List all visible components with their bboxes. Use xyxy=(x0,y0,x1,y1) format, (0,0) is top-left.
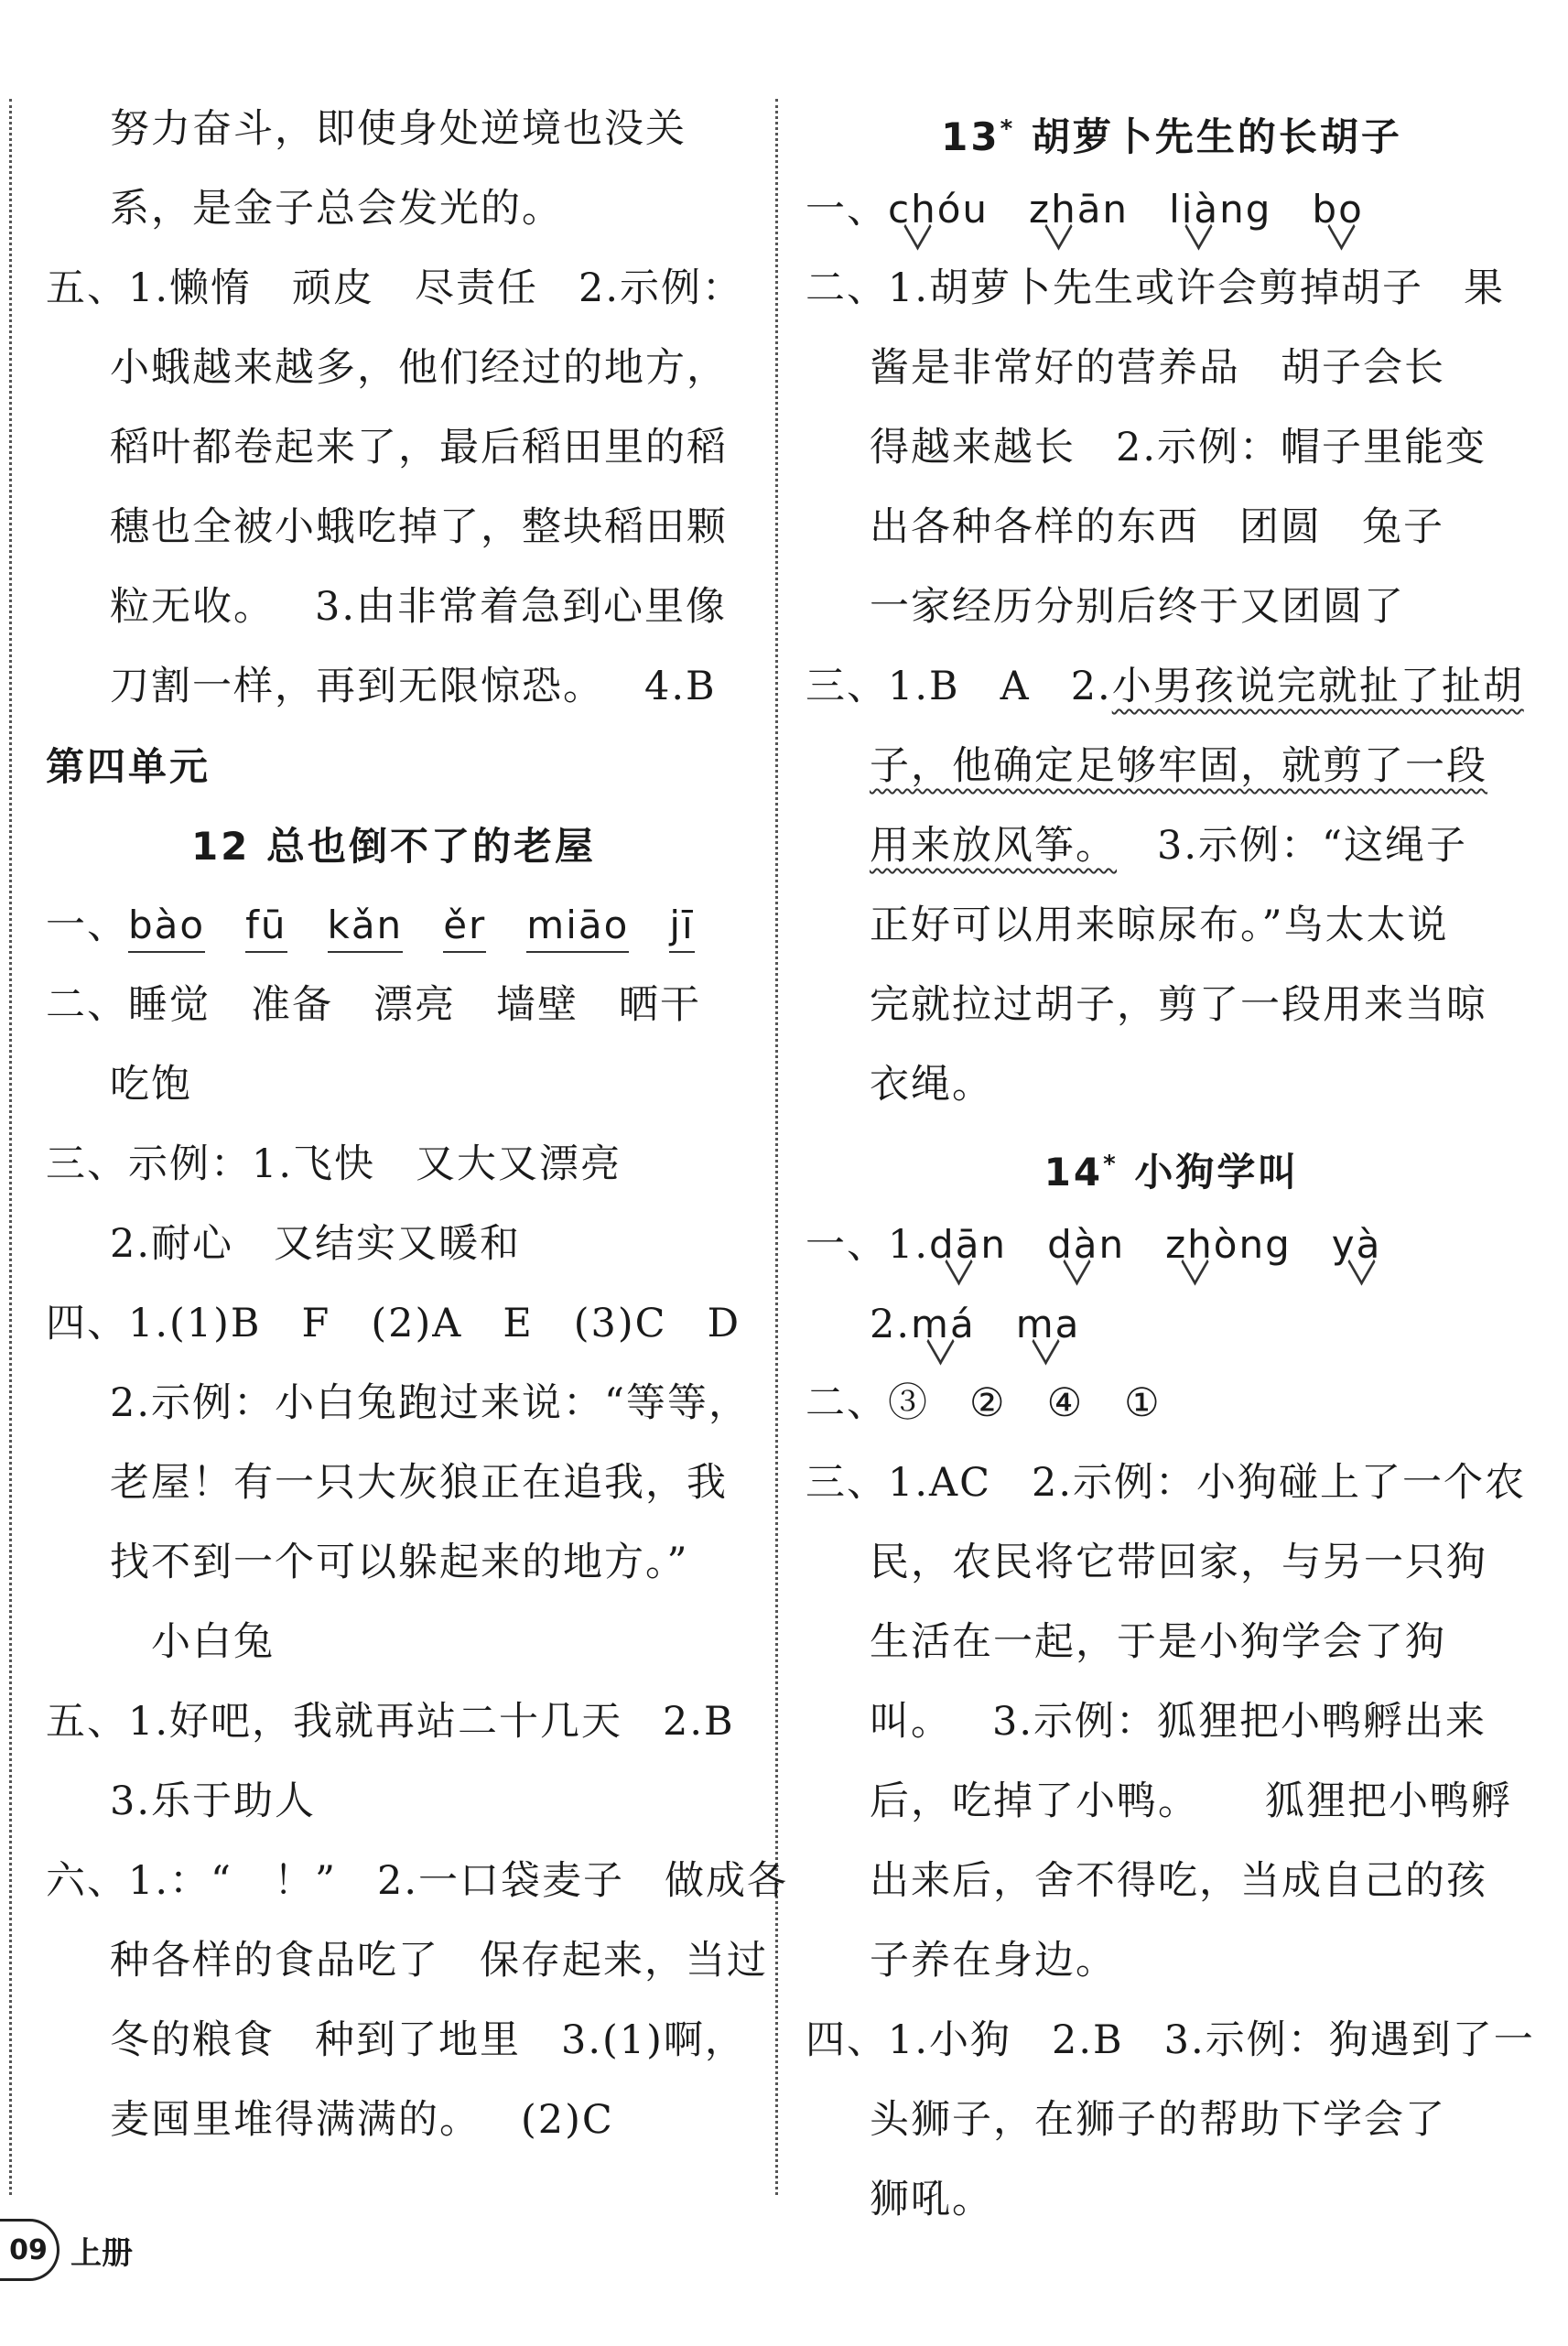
pinyin-answer: dàn xyxy=(1047,1205,1125,1284)
lesson-12-title: 12 总也倒不了的老屋 xyxy=(190,824,597,869)
pinyin-answer: ma xyxy=(1016,1284,1081,1364)
page-number: 09 xyxy=(9,2233,48,2266)
section-marker: 一、1. xyxy=(806,1222,930,1268)
answer-line xyxy=(46,1205,741,1284)
lesson-title-text: 小狗学叫 xyxy=(1134,1150,1300,1195)
answer-text: 3.示例：狐狸把小鸭孵出来 xyxy=(992,1699,1487,1745)
answer-text: 种到了地里 xyxy=(315,2017,521,2063)
answer-text: 又大又漂亮 xyxy=(416,1141,622,1187)
pinyin-answer: yà xyxy=(1332,1205,1382,1284)
section-2-line xyxy=(806,249,1538,329)
answer-text: 晒干 xyxy=(619,982,701,1028)
answer-line: 稻叶都卷起来了，最后稻田里的稻 xyxy=(110,425,728,470)
answer-line: 子养在身边。 xyxy=(870,1938,1117,1984)
lesson-number: 13 xyxy=(941,114,1000,159)
answer-text: 出各种各样的东西 xyxy=(870,504,1199,550)
answer-line: 吃饱 xyxy=(110,1062,192,1108)
answer-text: 刀割一样，再到无限惊恐。 xyxy=(110,664,604,709)
right-column xyxy=(806,90,1538,2240)
answer-text: 保存起来，当过 xyxy=(480,1938,768,1984)
answer-line xyxy=(46,2001,746,2081)
lesson-14-title xyxy=(806,1125,1538,1205)
answer-line: 头狮子，在狮子的帮助下学会了 xyxy=(870,2097,1446,2143)
answer-line xyxy=(806,488,1538,568)
answer-line xyxy=(806,408,1538,488)
answer-text: 四、1.(1)B xyxy=(46,1301,262,1346)
answer-text: 兔子 xyxy=(1362,504,1444,550)
pinyin-line xyxy=(806,1205,1538,1284)
answer-text: 四、1.小狗 xyxy=(806,2017,1012,2063)
answer-line xyxy=(806,727,1538,806)
answer-text: 2.B xyxy=(663,1699,735,1745)
answer-text: 三、示例：1.飞快 xyxy=(46,1141,376,1187)
answer-line xyxy=(46,647,741,727)
answer-text: 得越来越长 xyxy=(870,425,1076,470)
answer-line: 正好可以用来晾尿布。”鸟太太说 xyxy=(870,903,1449,948)
page-edge-dotted-line xyxy=(9,99,12,2195)
answer-text: (2)C xyxy=(521,2097,614,2143)
pinyin-answer: bào xyxy=(128,900,205,953)
answer-line: 完就拉过胡子，剪了一段用来当晾 xyxy=(870,982,1487,1028)
answer-text: 2.示例：帽子里能变 xyxy=(1116,425,1487,470)
unit-title: 第四单元 xyxy=(46,744,211,789)
answer-line: 民，农民将它带回家，与另一只狗 xyxy=(870,1540,1487,1585)
answer-text: ④ xyxy=(1046,1380,1085,1426)
answer-text: 种各样的食品吃了 xyxy=(110,1938,439,1984)
answer-line: 小白兔 xyxy=(151,1619,275,1665)
optional-lesson-star: * xyxy=(1000,115,1016,143)
answer-line: 生活在一起，于是小狗学会了狗 xyxy=(870,1619,1446,1665)
pinyin-answer: jī xyxy=(669,900,694,953)
answer-text: 墙壁 xyxy=(496,982,579,1028)
section-marker: 一、 xyxy=(46,903,128,948)
answer-text: 尽责任 xyxy=(415,265,539,311)
answer-text: 五、1.懒惰 xyxy=(46,265,253,311)
section-marker: 2. xyxy=(870,1302,912,1347)
answer-line: 3.乐于助人 xyxy=(110,1778,317,1824)
answer-text: 三、1.B xyxy=(806,664,960,709)
answer-text: ① xyxy=(1124,1380,1162,1426)
answer-text: 2.B xyxy=(1052,2017,1124,2063)
answer-text: 2.示例：小狗碰上了一个农 xyxy=(1031,1460,1527,1506)
section-6-line xyxy=(46,1842,789,1921)
answer-line xyxy=(46,1921,768,2001)
answer-text: 胡子会长 xyxy=(1281,345,1445,391)
answer-line: 出来后，舍不得吃，当成自己的孩 xyxy=(870,1858,1487,1904)
pinyin-answer: má xyxy=(911,1284,976,1364)
section-4-line xyxy=(46,1284,741,1364)
answer-line xyxy=(806,806,1538,886)
wavy-underlined-text: 用来放风筝。 xyxy=(870,823,1117,869)
lesson-number: 14 xyxy=(1044,1150,1104,1195)
section-5-line xyxy=(46,249,744,329)
answer-text: 果 xyxy=(1464,265,1506,311)
wavy-underlined-text: 子，他确定足够牢固，就剪了一段 xyxy=(870,743,1487,789)
answer-text: E xyxy=(503,1301,534,1346)
left-column xyxy=(46,90,789,2160)
answer-text: 二、睡觉 xyxy=(46,982,211,1028)
answer-line xyxy=(806,1682,1538,1762)
pinyin-answer: bo xyxy=(1312,169,1363,249)
pinyin-line xyxy=(806,1284,1538,1364)
answer-text: ② xyxy=(969,1380,1007,1426)
answer-text: D xyxy=(707,1301,741,1346)
answer-line: 小蛾越来越多，他们经过的地方， xyxy=(110,345,728,391)
answer-text: 2.一口袋麦子 xyxy=(377,1858,625,1904)
answer-line xyxy=(806,1762,1538,1842)
page-number-badge xyxy=(0,2219,59,2281)
answer-text: (3)C xyxy=(573,1301,667,1346)
answer-text: 三、1.AC xyxy=(806,1460,991,1506)
answer-line: 系，是金子总会发光的。 xyxy=(110,186,563,232)
answer-line: 一家经历分别后终于又团圆了 xyxy=(870,584,1405,630)
pinyin-answer: miāo xyxy=(526,900,629,953)
answer-line: 穗也全被小蛾吃掉了，整块稻田颗 xyxy=(110,504,728,550)
book-volume-label: 上册 xyxy=(70,2234,133,2272)
answer-text: 六、1.：“ ！” xyxy=(46,1858,337,1904)
section-marker: 一、 xyxy=(806,187,888,232)
section-2-line xyxy=(806,1364,1538,1443)
answer-line xyxy=(46,568,741,647)
answer-line: 衣绳。 xyxy=(870,1062,993,1108)
lesson-13-title xyxy=(806,90,1538,169)
answer-line: 狮吼。 xyxy=(870,2177,993,2222)
pinyin-line xyxy=(806,169,1538,249)
answer-text: 3.由非常着急到心里像 xyxy=(315,584,728,630)
section-5-line xyxy=(46,1682,741,1762)
answer-text: 粒无收。 xyxy=(110,584,275,630)
pinyin-answer: ěr xyxy=(443,900,486,953)
answer-line: 努力奋斗，即使身处逆境也没关 xyxy=(110,106,687,152)
pinyin-answer: zhòng xyxy=(1165,1205,1292,1284)
answer-text: (2)A xyxy=(371,1301,463,1346)
answer-text: 叫。 xyxy=(870,1699,952,1745)
section-3-line xyxy=(806,1443,1538,1523)
lesson-title-text: 胡萝卜先生的长胡子 xyxy=(1031,114,1402,159)
answer-text: 2.耐心 xyxy=(110,1221,234,1267)
pinyin-line xyxy=(46,886,741,966)
section-3-line xyxy=(46,1125,741,1205)
pinyin-answer: kǎn xyxy=(328,900,404,953)
wavy-underlined-text: 小男孩说完就扯了扯胡 xyxy=(1111,664,1524,709)
answer-text: 3.示例：狗遇到了一 xyxy=(1163,2017,1535,2063)
answer-text: 狐狸把小鸭孵 xyxy=(1265,1778,1512,1824)
answer-text: 麦囤里堆得满满的。 xyxy=(110,2097,481,2143)
answer-line: 找不到一个可以躲起来的地方。” xyxy=(110,1540,689,1585)
answer-text: 3.(1)啊， xyxy=(561,2017,746,2063)
answer-text: 4.B xyxy=(644,664,717,709)
answer-text: 团圆 xyxy=(1239,504,1322,550)
answer-text: 顽皮 xyxy=(292,265,375,311)
page-footer xyxy=(0,2219,133,2281)
answer-text: 2. xyxy=(1070,664,1112,709)
answer-text: A xyxy=(1000,664,1031,709)
answer-text: F xyxy=(301,1301,331,1346)
answer-text: 酱是非常好的营养品 xyxy=(870,345,1240,391)
section-3-line xyxy=(806,647,1538,727)
answer-text: 二、1.胡萝卜先生或许会剪掉胡子 xyxy=(806,265,1424,311)
section-4-line xyxy=(806,2001,1538,2081)
answer-text: 五、1.好吧，我就再站二十几天 xyxy=(46,1699,623,1745)
answer-text: 二、③ xyxy=(806,1380,929,1426)
pinyin-answer: zhān xyxy=(1029,169,1129,249)
section-2-line xyxy=(46,966,741,1045)
pinyin-answer: chóu xyxy=(888,169,989,249)
answer-text: 准备 xyxy=(251,982,333,1028)
answer-text: 做成各 xyxy=(665,1858,789,1904)
answer-text: 又结实又暖和 xyxy=(274,1221,522,1267)
answer-text: 3.示例：“这绳子 xyxy=(1157,823,1468,869)
pinyin-answer: dān xyxy=(929,1205,1007,1284)
pinyin-answer: fū xyxy=(245,900,287,953)
answer-text: 2.示例： xyxy=(579,265,744,311)
answer-line xyxy=(46,2081,741,2160)
optional-lesson-star: * xyxy=(1103,1151,1119,1178)
answer-line: 2.示例：小白兔跑过来说：“等等， xyxy=(110,1380,751,1426)
answer-text: 漂亮 xyxy=(373,982,456,1028)
answer-line xyxy=(806,329,1538,408)
pinyin-answer: liàng xyxy=(1169,169,1271,249)
answer-line: 老屋！有一只大灰狼正在追我，我 xyxy=(110,1460,728,1506)
answer-text: 冬的粮食 xyxy=(110,2017,275,2063)
answer-text: 后，吃掉了小鸭。 xyxy=(870,1778,1199,1824)
